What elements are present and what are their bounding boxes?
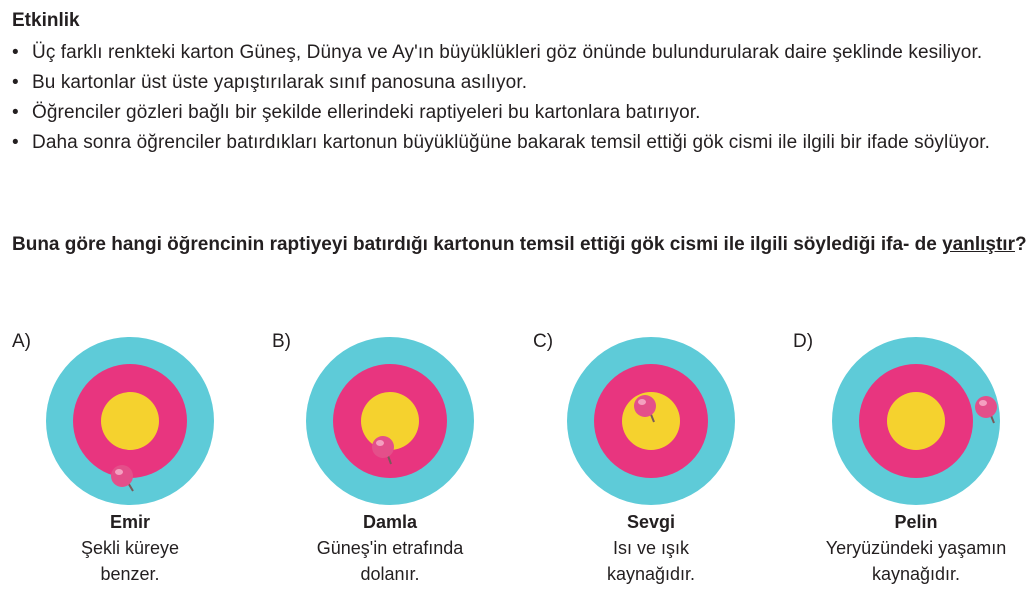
question-emphasis: yanlıştır (942, 234, 1015, 255)
statement-line: Yeryüzündeki yaşamın (825, 538, 1007, 558)
option-c-letter[interactable]: C) (533, 331, 554, 352)
option-b-caption (280, 509, 500, 587)
bullet-icon: • (12, 102, 19, 123)
statement-line: Isı ve ışık (612, 538, 690, 558)
option-c-target (566, 336, 736, 506)
list-item (12, 128, 1028, 158)
option-a-target (45, 336, 215, 506)
moon-inner-circle (101, 392, 159, 450)
option-d-target (831, 336, 1001, 506)
statement-line: kaynağıdır. (606, 564, 696, 584)
target-icon (45, 336, 215, 506)
list-item (12, 38, 1028, 68)
question-text (12, 230, 1028, 260)
option-b-letter[interactable]: B) (272, 331, 291, 352)
statement-line: benzer. (100, 564, 160, 584)
option-d-caption (806, 509, 1026, 587)
option-c-caption (541, 509, 761, 587)
activity-title: Etkinlik (12, 10, 80, 31)
step-text: Daha sonra öğrenciler batırdıkları kartonun büyüklüğüne bakarak temsil ettiği gök cismi ile ilgili bir ifade söylüyor. (32, 132, 991, 153)
student-name: Sevgi (626, 512, 676, 532)
bullet-icon: • (12, 42, 19, 63)
target-icon (566, 336, 736, 506)
bullet-icon: • (12, 72, 19, 93)
student-name: Damla (362, 512, 418, 532)
list-item (12, 68, 1028, 98)
question-stem: Buna göre hangi öğrencinin raptiyeyi batırdığı kartonun temsil ettiği gök cismi ile ilgili söylediği ifa- de (12, 234, 943, 255)
option-b-target (305, 336, 475, 506)
option-d-letter[interactable]: D) (793, 331, 814, 352)
question-mark: ? (1014, 234, 1027, 255)
student-name: Emir (109, 512, 151, 532)
statement-line: dolanır. (360, 564, 420, 584)
target-icon (305, 336, 475, 506)
bullet-icon: • (12, 132, 19, 153)
list-item (12, 98, 1028, 128)
statement-line: Güneş'in etrafında (316, 538, 464, 558)
step-text: Üç farklı renkteki karton Güneş, Dünya ve Ay'ın büyüklükleri göz önünde bulundurularak daire şeklinde kesiliyor. (32, 42, 983, 63)
moon-inner-circle (887, 392, 945, 450)
target-icon (831, 336, 1001, 506)
option-a-caption (20, 509, 240, 587)
step-text: Öğrenciler gözleri bağlı bir şekilde ellerindeki raptiyeleri bu kartonlara batırıyor. (32, 102, 701, 123)
statement-line: kaynağıdır. (871, 564, 961, 584)
option-a-letter[interactable]: A) (12, 331, 31, 352)
step-text: Bu kartonlar üst üste yapıştırılarak sınıf panosuna asılıyor. (32, 72, 528, 93)
student-name: Pelin (894, 512, 938, 532)
statement-line: Şekli küreye (80, 538, 180, 558)
activity-steps-list (12, 38, 1028, 158)
